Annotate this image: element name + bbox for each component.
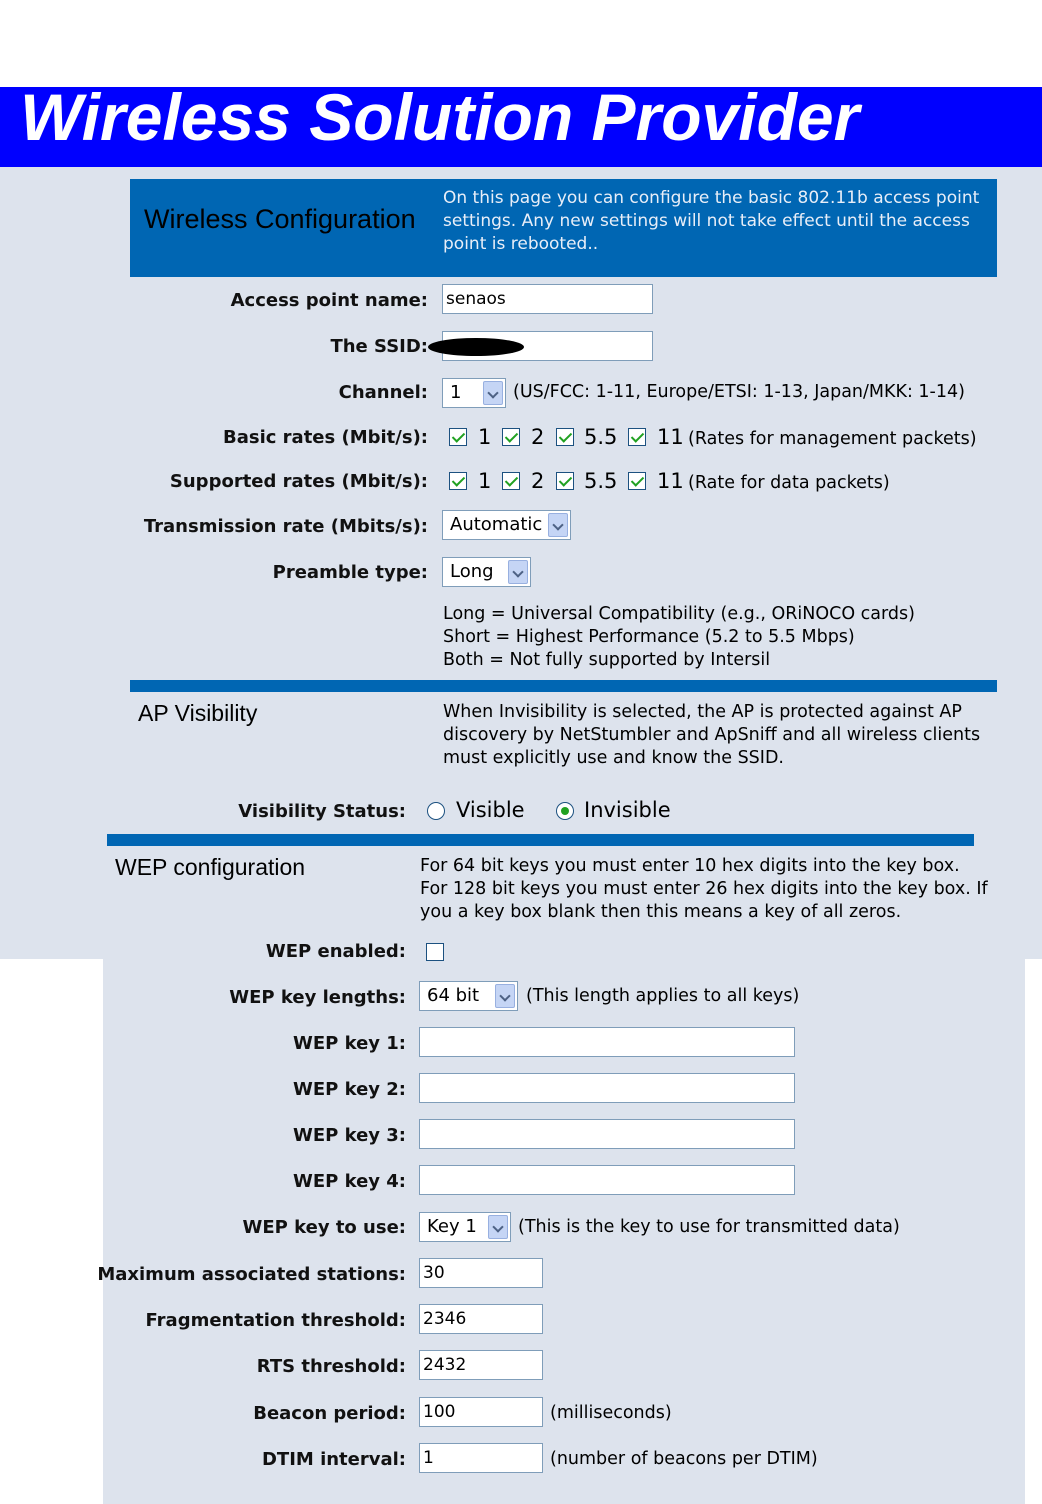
supported-rates-note: (Rate for data packets) — [688, 473, 890, 493]
supported-rate-11-label: 11 — [657, 469, 684, 493]
section-divider — [107, 834, 974, 846]
max-stations-input[interactable]: 30 — [419, 1258, 543, 1288]
section-divider — [130, 680, 997, 692]
preamble-type-select[interactable] — [442, 557, 531, 587]
basic-rate-2-label: 2 — [531, 425, 545, 449]
wep-key-1-input[interactable] — [419, 1027, 795, 1057]
wep-key-lengths-select-value: 64 bit — [427, 985, 480, 1006]
wep-key-3-input[interactable] — [419, 1119, 795, 1149]
supported-rate-2-label: 2 — [531, 469, 545, 493]
fragmentation-threshold-label: Fragmentation threshold: — [145, 1310, 406, 1331]
ap-visibility-desc-line-1: When Invisibility is selected, the AP is protected against AP — [443, 702, 962, 722]
access-point-name-input[interactable]: senaos — [442, 284, 653, 314]
wep-key-to-use-select[interactable] — [419, 1212, 511, 1242]
supported-rate-1-checkbox[interactable] — [449, 472, 467, 490]
visibility-status-label: Visibility Status: — [238, 801, 406, 822]
channel-note: (US/FCC: 1-11, Europe/ETSI: 1-13, Japan/MKK: 1-14) — [513, 382, 965, 402]
channel-select[interactable] — [442, 378, 506, 408]
preamble-type-select-value: Long — [450, 561, 494, 582]
preamble-help-both: Both = Not fully supported by Intersil — [443, 650, 771, 670]
wep-key-4-input[interactable] — [419, 1165, 795, 1195]
wep-key-1-label: WEP key 1: — [292, 1033, 406, 1054]
wep-key-4-label: WEP key 4: — [292, 1171, 406, 1192]
basic-rate-11-label: 11 — [657, 425, 684, 449]
ap-visibility-heading: AP Visibility — [138, 700, 258, 726]
beacon-period-input[interactable]: 100 — [419, 1397, 543, 1427]
transmission-rate-select-value: Automatic — [450, 514, 543, 535]
supported-rate-1-label: 1 — [478, 469, 492, 493]
transmission-rate-select[interactable] — [442, 510, 571, 540]
wep-key-3-label: WEP key 3: — [292, 1125, 406, 1146]
max-stations-label: Maximum associated stations: — [97, 1264, 406, 1285]
wep-heading: WEP configuration — [115, 854, 306, 880]
wep-key-lengths-label: WEP key lengths: — [229, 987, 406, 1008]
wep-desc-line-1: For 64 bit keys you must enter 10 hex digits into the key box. — [420, 856, 960, 876]
access-point-name-label: Access point name: — [230, 290, 428, 311]
basic-rate-1-label: 1 — [478, 425, 492, 449]
chevron-down-icon[interactable] — [508, 560, 528, 584]
channel-label: Channel: — [338, 382, 428, 403]
invisible-radio[interactable] — [556, 802, 574, 820]
ap-visibility-desc-line-3: must explicitly use and know the SSID. — [443, 748, 784, 768]
chevron-down-icon[interactable] — [495, 984, 515, 1008]
beacon-period-note: (milliseconds) — [550, 1403, 672, 1423]
preamble-help-long: Long = Universal Compatibility (e.g., ORiNOCO cards) — [443, 604, 915, 624]
rts-threshold-label: RTS threshold: — [256, 1356, 406, 1377]
preamble-type-label: Preamble type: — [272, 562, 428, 583]
chevron-down-icon[interactable] — [483, 381, 503, 405]
redaction-mark — [428, 338, 524, 356]
wireless-config-heading: Wireless Configuration — [144, 204, 416, 234]
supported-rate-11-checkbox[interactable] — [628, 472, 646, 490]
transmission-rate-label: Transmission rate (Mbits/s): — [143, 516, 428, 537]
wep-enabled-checkbox[interactable] — [426, 943, 444, 961]
visible-radio[interactable] — [427, 802, 445, 820]
ap-visibility-desc-line-2: discovery by NetStumbler and ApSniff and all wireless clients — [443, 725, 981, 745]
wep-key-2-input[interactable] — [419, 1073, 795, 1103]
page-title: Wireless Solution Provider — [20, 80, 860, 154]
preamble-help-short: Short = Highest Performance (5.2 to 5.5 Mbps) — [443, 627, 855, 647]
dtim-interval-label: DTIM interval: — [261, 1449, 406, 1470]
wireless-config-header — [130, 179, 997, 277]
visible-radio-label: Visible — [456, 798, 525, 822]
supported-rate-5-5-label: 5.5 — [584, 469, 618, 493]
wep-key-to-use-select-value: Key 1 — [427, 1216, 477, 1237]
ssid-label: The SSID: — [330, 336, 428, 357]
wep-key-to-use-label: WEP key to use: — [242, 1217, 406, 1238]
supported-rate-2-checkbox[interactable] — [502, 472, 520, 490]
chevron-down-icon[interactable] — [488, 1215, 508, 1239]
channel-select-value: 1 — [450, 382, 462, 403]
basic-rate-5-5-label: 5.5 — [584, 425, 618, 449]
wep-enabled-label: WEP enabled: — [265, 941, 406, 962]
basic-rates-label: Basic rates (Mbit/s): — [222, 427, 428, 448]
wep-key-lengths-note: (This length applies to all keys) — [526, 986, 800, 1006]
basic-rate-1-checkbox[interactable] — [449, 428, 467, 446]
wireless-config-description: On this page you can configure the basic 802.11b access point settings. Any new settings will not take effect until the access point is rebooted.. — [443, 188, 980, 254]
wep-desc-line-3: you a key box blank then this means a key of all zeros. — [420, 902, 902, 922]
wep-key-to-use-note: (This is the key to use for transmitted data) — [518, 1217, 900, 1237]
dtim-interval-note: (number of beacons per DTIM) — [550, 1449, 818, 1469]
basic-rate-5-5-checkbox[interactable] — [556, 428, 574, 446]
supported-rates-label: Supported rates (Mbit/s): — [169, 471, 428, 492]
beacon-period-label: Beacon period: — [253, 1403, 406, 1424]
supported-rate-5-5-checkbox[interactable] — [556, 472, 574, 490]
wep-desc-line-2: For 128 bit keys you must enter 26 hex digits into the key box. If — [420, 879, 988, 899]
basic-rate-2-checkbox[interactable] — [502, 428, 520, 446]
chevron-down-icon[interactable] — [548, 513, 568, 537]
basic-rates-note: (Rates for management packets) — [688, 429, 977, 449]
dtim-interval-input[interactable]: 1 — [419, 1443, 543, 1473]
wep-key-lengths-select[interactable] — [419, 981, 518, 1011]
wep-key-2-label: WEP key 2: — [292, 1079, 406, 1100]
basic-rate-11-checkbox[interactable] — [628, 428, 646, 446]
invisible-radio-label: Invisible — [584, 798, 671, 822]
fragmentation-threshold-input[interactable]: 2346 — [419, 1304, 543, 1334]
rts-threshold-input[interactable]: 2432 — [419, 1350, 543, 1380]
